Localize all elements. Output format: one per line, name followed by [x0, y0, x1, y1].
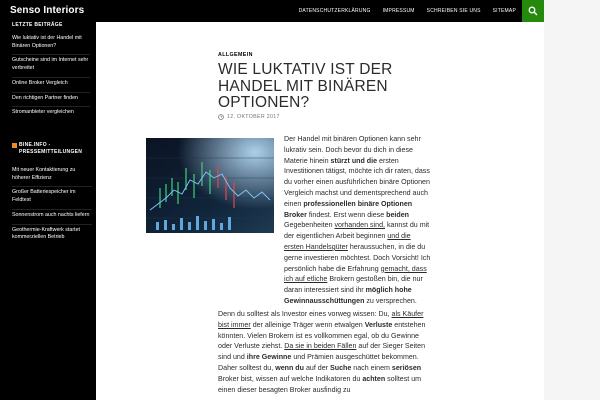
bold-text: professionellen binäre Optionen Broker [284, 199, 413, 219]
paragraph-text: zu versprechen. [364, 296, 417, 305]
recent-post-link[interactable]: Den richtigen Partner finden [12, 92, 90, 107]
post-paragraph-1 [284, 134, 432, 307]
clock-icon [218, 114, 224, 120]
search-button[interactable] [522, 0, 544, 22]
paragraph-text: nach einem [351, 363, 392, 372]
stock-chart-graphic [146, 138, 274, 233]
recent-posts-title: LETZTE BEITRÄGE [12, 22, 63, 28]
right-gutter [544, 0, 600, 400]
paragraph-text: Brokern gestoßen bin, die nur daran interessiert sind ihr [284, 275, 423, 295]
paragraph-text: der alleinige Träger wenn etwalgen [250, 320, 365, 329]
bold-text: möglich hohe Gewinnausschüttungen [284, 286, 412, 305]
post-category[interactable]: ALLGEMEIN [218, 52, 253, 58]
bold-text: ihre Gewinne [246, 353, 292, 362]
paragraph-text: Broker bist, wissen auf welche Indikatoren du [218, 374, 363, 383]
post-date[interactable] [218, 114, 280, 120]
recent-posts-list [12, 35, 90, 121]
rss-title-text: BINE.INFO - PRESSEMITTEILUNGEN [19, 142, 83, 155]
inline-link[interactable]: und die ersten Handelsgüter [284, 232, 411, 251]
inline-link[interactable]: vorhanden sind, [334, 221, 385, 230]
post-paragraph-2 [218, 309, 432, 395]
inline-link[interactable]: gemacht, dass ich auf etliche [284, 264, 427, 284]
paragraph-text: findest. Erst wenn diese [306, 210, 387, 219]
bold-text: wenn du [275, 363, 304, 372]
paragraph-text: entstehen könnten. Vielen Brokern ist es vollkommen egal, ob du Gewinne oder Verluste ziehst. [218, 320, 426, 351]
rss-widget-title[interactable] [12, 142, 92, 156]
recent-post-link[interactable]: Gutscheine sind im Internet sehr verbreitet [12, 54, 90, 76]
nav-item-sitemap[interactable]: SITEMAP [492, 8, 516, 14]
paragraph-text: solltest um einen dieser besagten Broker ausfindig zu [218, 374, 422, 394]
bold-text: stürzt und die [330, 156, 378, 165]
paragraph-text: heraussuchen, in die du gerne investieren möchtest. Doch Vorsicht! Ich persönlich habe die Erfahrung [284, 242, 431, 273]
bold-text: beiden [386, 210, 410, 219]
paragraph-text: Denn du solltest als Investor eines vorweg wissen: Du, [218, 310, 392, 318]
post-date-text: 12. OKTOBER 2017 [227, 114, 280, 120]
paragraph-text: Gegebenheiten [284, 221, 335, 230]
paragraph-text: auf der Sieger Seiten sind und [218, 342, 426, 362]
nav-item-datenschutz[interactable]: DATENSCHUTZERKLÄRUNG [298, 8, 371, 14]
bold-text: Suche [330, 363, 352, 372]
main-content [96, 22, 544, 400]
bold-text: seriösen [391, 363, 422, 372]
rss-item-link[interactable]: Mit neuer Kontaktierung zu höherer Effizienz [12, 167, 76, 181]
inline-link[interactable]: als Käufer bist immer [218, 310, 424, 329]
recent-post-link[interactable]: Wie luktativ ist der Handel mit Binären Optionen? [12, 35, 82, 49]
rss-icon[interactable] [12, 143, 17, 148]
stock-chart-image [146, 138, 274, 233]
recent-posts-widget [12, 22, 90, 121]
inline-link[interactable]: Da sie in beiden Fällen [284, 342, 357, 351]
paragraph-text: kannst du mit der eigentlichen Arbeit beginnen [284, 221, 430, 241]
site-header [0, 0, 544, 22]
rss-item-link[interactable]: Sonnenstrom auch nachts liefern [12, 209, 92, 224]
nav-item-schreiben[interactable]: SCHREIBEN SIE UNS [426, 8, 481, 14]
top-navigation [293, 0, 522, 22]
rss-widget [12, 142, 92, 246]
rss-list [12, 165, 92, 246]
rss-item-link[interactable]: Geothermie-Kraftwerk startet kommerziellen Betrieb [12, 224, 92, 246]
paragraph-text: ersten Investitionen tätigst, möchte ich dir raten, dass du vorher einen ausführlichen binäre Optionen Vergleich machst und dementsprechend auch einen [284, 156, 430, 208]
sidebar [0, 22, 96, 400]
rss-item-link[interactable]: Großer Batteriespeicher im Feldtest [12, 186, 92, 208]
bold-text: Verluste [364, 320, 393, 329]
recent-post-link[interactable]: Online Broker Vergleich [12, 77, 90, 92]
search-icon [528, 6, 538, 16]
bold-text: achten [362, 374, 386, 383]
paragraph-text: Der Handel mit binären Optionen kann sehr lukrativ sein. Doch bevor du dich in diese Materie hinein [284, 135, 421, 165]
site-title[interactable]: Senso Interiors [10, 5, 85, 16]
paragraph-text: auf der [303, 363, 330, 372]
paragraph-text: und Prämien ausgeschüttet bekommen. Daher solltest du, [218, 353, 419, 372]
recent-post-link[interactable]: Stromanbieter vergleichen [12, 106, 90, 121]
post-title[interactable]: WIE LUKTATIV IST DER HANDEL MIT BINÄREN OPTIONEN? [218, 61, 393, 111]
nav-item-impressum[interactable]: IMPRESSUM [382, 8, 415, 14]
